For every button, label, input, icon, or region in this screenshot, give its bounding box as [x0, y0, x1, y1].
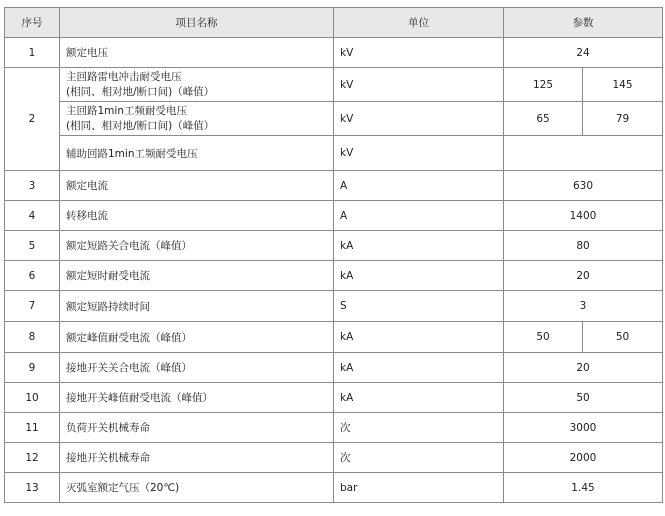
row-value-1: 65	[504, 102, 583, 136]
row-name-line2: (相同、相对地/断口间)（峰值）	[66, 85, 215, 98]
header-unit: 单位	[334, 8, 504, 38]
row-name: 灭弧室额定气压（20℃)	[60, 473, 334, 503]
spec-table	[4, 7, 663, 503]
row-value	[504, 136, 663, 171]
row-name	[60, 68, 334, 102]
row-value-2: 79	[583, 102, 663, 136]
table-row	[5, 413, 663, 443]
table-row	[5, 68, 663, 102]
row-name: 转移电流	[60, 201, 334, 231]
row-unit: A	[334, 171, 504, 201]
row-name: 负荷开关机械寿命	[60, 413, 334, 443]
table-row	[5, 261, 663, 291]
row-value: 3	[504, 291, 663, 322]
row-no: 9	[5, 353, 60, 383]
row-unit: kV	[334, 38, 504, 68]
row-name-line1: 主回路1min工频耐受电压	[66, 104, 187, 117]
row-unit: 次	[334, 443, 504, 473]
row-unit: 次	[334, 413, 504, 443]
row-value-1: 125	[504, 68, 583, 102]
table-row	[5, 443, 663, 473]
row-unit: kV	[334, 68, 504, 102]
row-name: 接地开关峰值耐受电流（峰值）	[60, 383, 334, 413]
row-no: 8	[5, 322, 60, 353]
row-no: 10	[5, 383, 60, 413]
row-name: 接地开关关合电流（峰值）	[60, 353, 334, 383]
row-name	[60, 102, 334, 136]
row-value: 2000	[504, 443, 663, 473]
row-value-2: 50	[583, 322, 663, 353]
row-value: 50	[504, 383, 663, 413]
table-row	[5, 231, 663, 261]
table-row	[5, 291, 663, 322]
row-no: 5	[5, 231, 60, 261]
table-row	[5, 201, 663, 231]
row-name-line2: (相同、相对地/断口间)（峰值）	[66, 119, 215, 132]
row-value: 1.45	[504, 473, 663, 503]
row-unit: kA	[334, 322, 504, 353]
row-no: 1	[5, 38, 60, 68]
row-name: 额定短时耐受电流	[60, 261, 334, 291]
row-unit: kA	[334, 383, 504, 413]
row-name: 额定峰值耐受电流（峰值）	[60, 322, 334, 353]
row-unit: kV	[334, 136, 504, 171]
row-no: 6	[5, 261, 60, 291]
row-unit: A	[334, 201, 504, 231]
row-name: 额定短路持续时间	[60, 291, 334, 322]
row-value: 20	[504, 261, 663, 291]
header-params: 参数	[504, 8, 663, 38]
row-value-2: 145	[583, 68, 663, 102]
table-row	[5, 383, 663, 413]
table-row	[5, 353, 663, 383]
header-row	[5, 8, 663, 38]
row-unit: S	[334, 291, 504, 322]
table-row	[5, 102, 663, 136]
row-value: 3000	[504, 413, 663, 443]
row-value-1: 50	[504, 322, 583, 353]
row-name: 辅助回路1min工频耐受电压	[60, 136, 334, 171]
row-unit: kA	[334, 261, 504, 291]
row-no: 4	[5, 201, 60, 231]
row-unit: bar	[334, 473, 504, 503]
row-no: 11	[5, 413, 60, 443]
row-name: 额定短路关合电流（峰值）	[60, 231, 334, 261]
header-no: 序号	[5, 8, 60, 38]
header-name: 项目名称	[60, 8, 334, 38]
row-unit: kA	[334, 353, 504, 383]
row-value: 630	[504, 171, 663, 201]
row-no: 2	[5, 68, 60, 171]
row-no: 13	[5, 473, 60, 503]
row-name: 额定电压	[60, 38, 334, 68]
table-row	[5, 322, 663, 353]
row-value: 20	[504, 353, 663, 383]
row-value: 80	[504, 231, 663, 261]
row-name: 额定电流	[60, 171, 334, 201]
row-no: 12	[5, 443, 60, 473]
table-row	[5, 136, 663, 171]
table-row	[5, 473, 663, 503]
row-no: 3	[5, 171, 60, 201]
table-row	[5, 38, 663, 68]
row-value: 24	[504, 38, 663, 68]
row-name: 接地开关机械寿命	[60, 443, 334, 473]
table-row	[5, 171, 663, 201]
row-no: 7	[5, 291, 60, 322]
row-unit: kA	[334, 231, 504, 261]
row-unit: kV	[334, 102, 504, 136]
row-value: 1400	[504, 201, 663, 231]
row-name-line1: 主回路雷电冲击耐受电压	[66, 70, 182, 83]
